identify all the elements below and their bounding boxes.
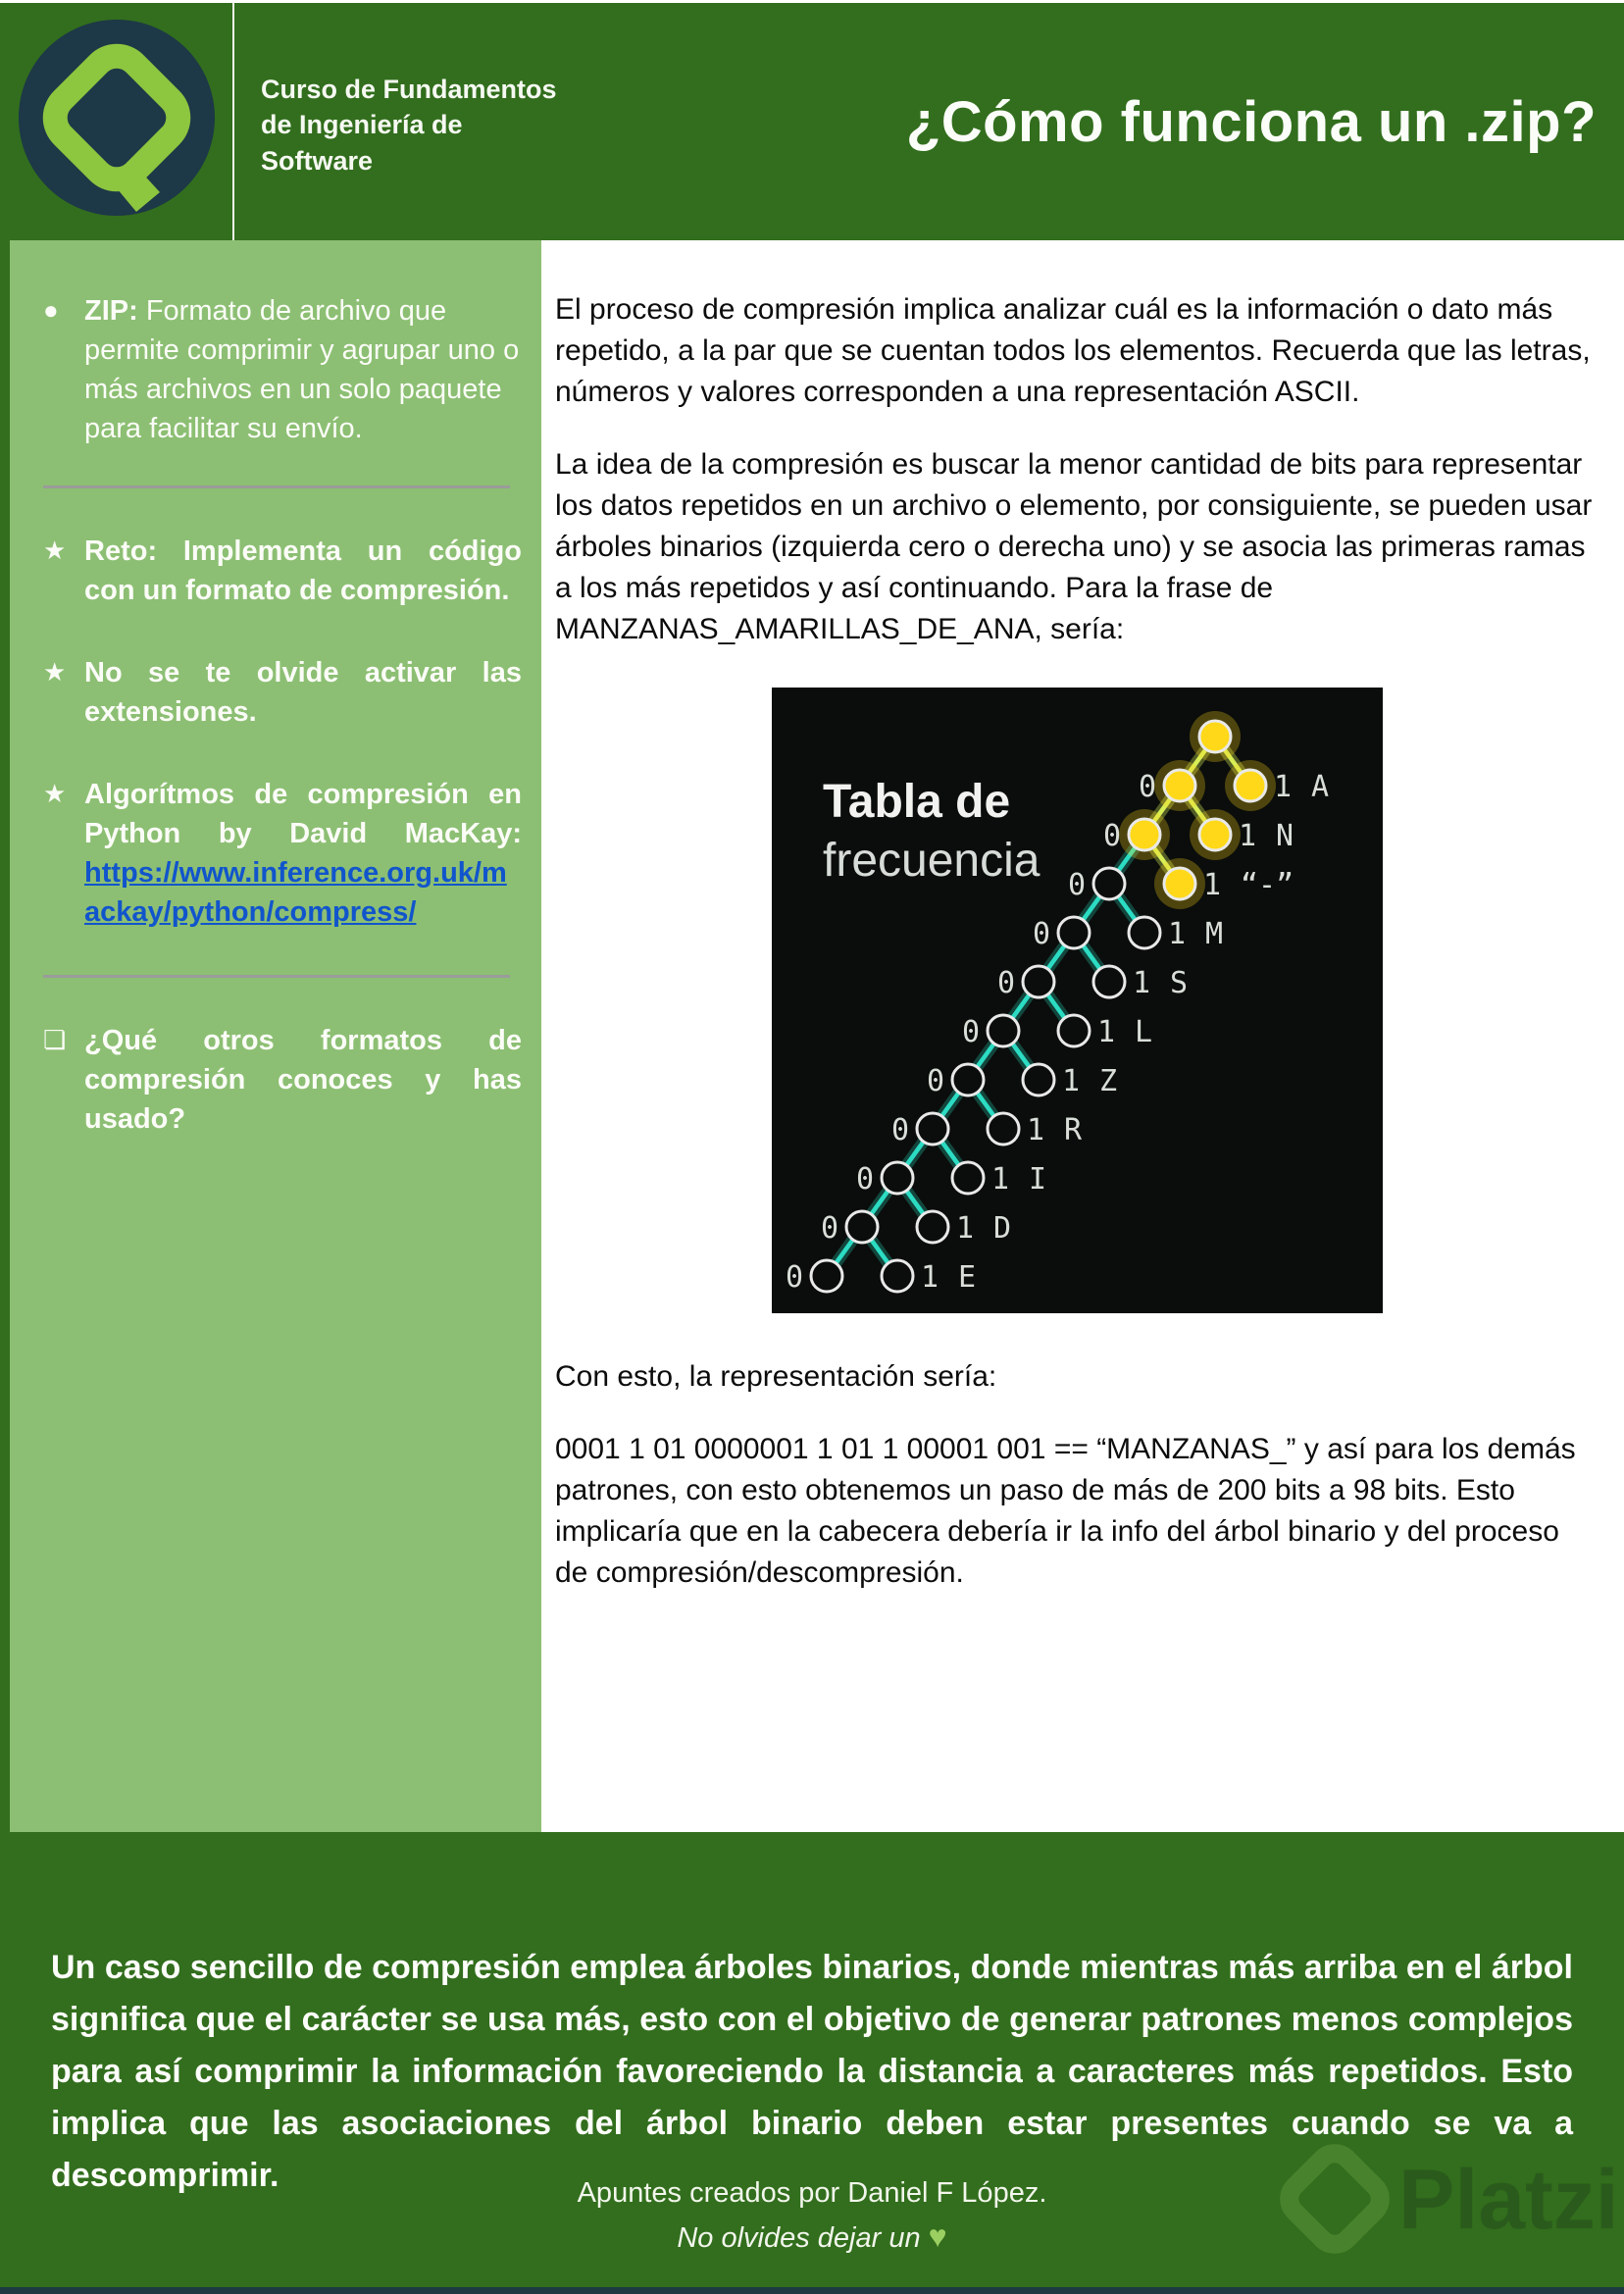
sidebar (10, 240, 541, 1832)
checkbox-square-icon: ❏ (43, 1025, 67, 1054)
tree-bit-zero: 0 (820, 1211, 838, 1246)
credits (0, 2171, 1624, 2260)
tree-leaf-label: N (1275, 819, 1294, 853)
tree-bit-one: 1 (1061, 1064, 1080, 1098)
star-icon: ★ (43, 535, 67, 565)
tree-node (1164, 770, 1195, 801)
star-icon: ★ (43, 779, 67, 808)
tree-bit-zero: 0 (1102, 819, 1121, 853)
tree-leaf-label: A (1310, 770, 1329, 804)
reto-text: Reto: Implementa un código con un formato de compresión. (84, 535, 522, 606)
tree-bit-one: 1 (1202, 868, 1221, 902)
tree-bit-zero: 0 (926, 1064, 944, 1098)
zip-text: Formato de archivo que permite comprimir y agrupar uno o más archivos en un solo paquete para facilitar su envío. (84, 295, 520, 444)
zip-term: ZIP: (84, 295, 138, 327)
tree-bit-zero: 0 (785, 1260, 803, 1295)
footer (0, 1832, 1624, 2287)
sidebar-divider (43, 975, 510, 978)
tree-node (952, 1162, 984, 1194)
sidebar-item-extensiones (43, 653, 522, 732)
tree-bit-zero: 0 (1138, 770, 1156, 804)
tree-leaf-label: L (1134, 1015, 1152, 1049)
tree-leaf-label: M (1204, 917, 1223, 951)
tree-bit-one: 1 (1026, 1113, 1044, 1147)
tree-node (1164, 868, 1195, 899)
footer-summary: Un caso sencillo de compresión emplea árboles binarios, donde mientras más arriba en el árbol significa que el carácter se usa más, esto con el objetivo de generar patrones menos complejos para así comprimir la información favoreciendo la distancia a caracteres más repetidos. Esto implica que las asociaciones del árbol binario deben estar presentes cuando se va a descomprimir. (51, 1949, 1573, 2194)
sidebar-divider (43, 485, 510, 488)
tree-bit-one: 1 (1238, 819, 1256, 853)
mackay-compress-link[interactable]: https://www.inference.org.uk/mackay/python/compress/ (84, 857, 507, 928)
tree-leaf-label: S (1169, 966, 1188, 1000)
tree-node (1199, 721, 1231, 752)
algoritmos-label: Algorítmos de compresión en Python by David MacKay: (84, 779, 522, 849)
tree-node (1058, 917, 1090, 948)
tree-node (1023, 1064, 1054, 1096)
tree-leaf-label: “-” (1240, 868, 1294, 902)
credits-author: Apuntes creados por Daniel F López. (577, 2177, 1047, 2209)
header-divider (232, 3, 234, 240)
tree-node (1023, 966, 1054, 997)
tree-leaf-label: Z (1098, 1064, 1117, 1098)
tree-bit-one: 1 (990, 1162, 1009, 1197)
extensiones-text: No se te olvide activar las extensiones. (84, 657, 522, 728)
bottom-border (0, 2287, 1624, 2294)
question-text: ¿Qué otros formatos de compresión conoces y has usado? (84, 1025, 522, 1135)
green-heart-icon: ♥ (928, 2218, 947, 2254)
tree-node (988, 1113, 1019, 1145)
algoritmos-text (84, 775, 522, 932)
tree-node (1093, 966, 1125, 997)
credits-tagline: No olvides dejar un ♥ (677, 2218, 947, 2254)
tree-node (1199, 819, 1231, 850)
page-title: ¿Cómo funciona un .zip? (905, 90, 1597, 154)
watermark-text: Platzi (1398, 2153, 1619, 2247)
tree-node (882, 1162, 913, 1194)
tree-leaf-label: I (1028, 1162, 1046, 1197)
figure-subtitle: frecuencia (822, 835, 1040, 887)
tree-node (1235, 770, 1266, 801)
sidebar-item-reto (43, 532, 522, 610)
paragraph-representation-intro: Con esto, la representación sería: (555, 1360, 997, 1393)
paragraph-compression-process: El proceso de compresión implica analizar cuál es la información o dato más repetido, a la par que se cuentan todos los elementos. Recuerda que las letras, números y valores corresponden a una representación ASCII. (555, 293, 1591, 408)
tree-bit-one: 1 (1132, 966, 1150, 1000)
tree-node (917, 1211, 948, 1243)
tree-bit-zero: 0 (1032, 917, 1050, 951)
tree-bit-one: 1 (955, 1211, 974, 1246)
zip-definition (84, 291, 522, 448)
tree-node (1129, 917, 1160, 948)
tree-node (952, 1064, 984, 1096)
tree-leaf-label: E (957, 1260, 976, 1295)
tree-node (988, 1015, 1019, 1046)
sidebar-item-algoritmos (43, 775, 522, 932)
figure-title: Tabla de (822, 776, 1010, 828)
tree-bit-one: 1 (1273, 770, 1292, 804)
sidebar-item-zip (43, 291, 522, 448)
tree-node (846, 1211, 878, 1243)
tree-bit-zero: 0 (855, 1162, 874, 1197)
tree-bit-zero: 0 (890, 1113, 909, 1147)
left-border (0, 240, 10, 1832)
tree-node (1093, 868, 1125, 899)
tree-bit-zero: 0 (961, 1015, 980, 1049)
tree-node (1129, 819, 1160, 850)
header (0, 3, 1624, 240)
bullet-dot-icon: ● (43, 295, 59, 325)
tree-leaf-label: R (1063, 1113, 1082, 1147)
platzi-logo-icon (16, 17, 218, 219)
tree-bit-one: 1 (920, 1260, 939, 1295)
course-title: Curso de Fundamentos de Ingeniería de Software (261, 75, 557, 176)
main-content (541, 240, 1624, 1832)
tree-node (882, 1260, 913, 1292)
tree-bit-zero: 0 (1067, 868, 1086, 902)
tree-bit-one: 1 (1096, 1015, 1115, 1049)
tree-bit-zero: 0 (996, 966, 1015, 1000)
sidebar-item-question (43, 1021, 522, 1139)
paragraph-bit-representation: 0001 1 01 0000001 1 01 1 00001 001 == “MANZANAS_” y así para los demás patrones, con esto obtenemos un paso de más de 200 bits a 98 bits. Esto implicaría que en la cabecera debería ir la info del árbol binario y del proceso de compresión/descompresión. (555, 1433, 1576, 1589)
tree-node (811, 1260, 842, 1292)
tree-leaf-label: D (992, 1211, 1011, 1246)
paragraph-binary-trees: La idea de la compresión es buscar la menor cantidad de bits para representar los datos repetidos en un archivo o elemento, por consiguiente, se pueden usar árboles binarios (izquierda cero o derecha uno) y se asocia las primeras ramas a los más repetidos y así continuando. Para la frase de MANZANAS_AMARILLAS_DE_ANA, sería: (555, 448, 1593, 645)
frequency-table-figure (772, 688, 1383, 1313)
star-icon: ★ (43, 657, 67, 687)
tree-node (917, 1113, 948, 1145)
tree-bit-one: 1 (1167, 917, 1186, 951)
tree-node (1058, 1015, 1090, 1046)
